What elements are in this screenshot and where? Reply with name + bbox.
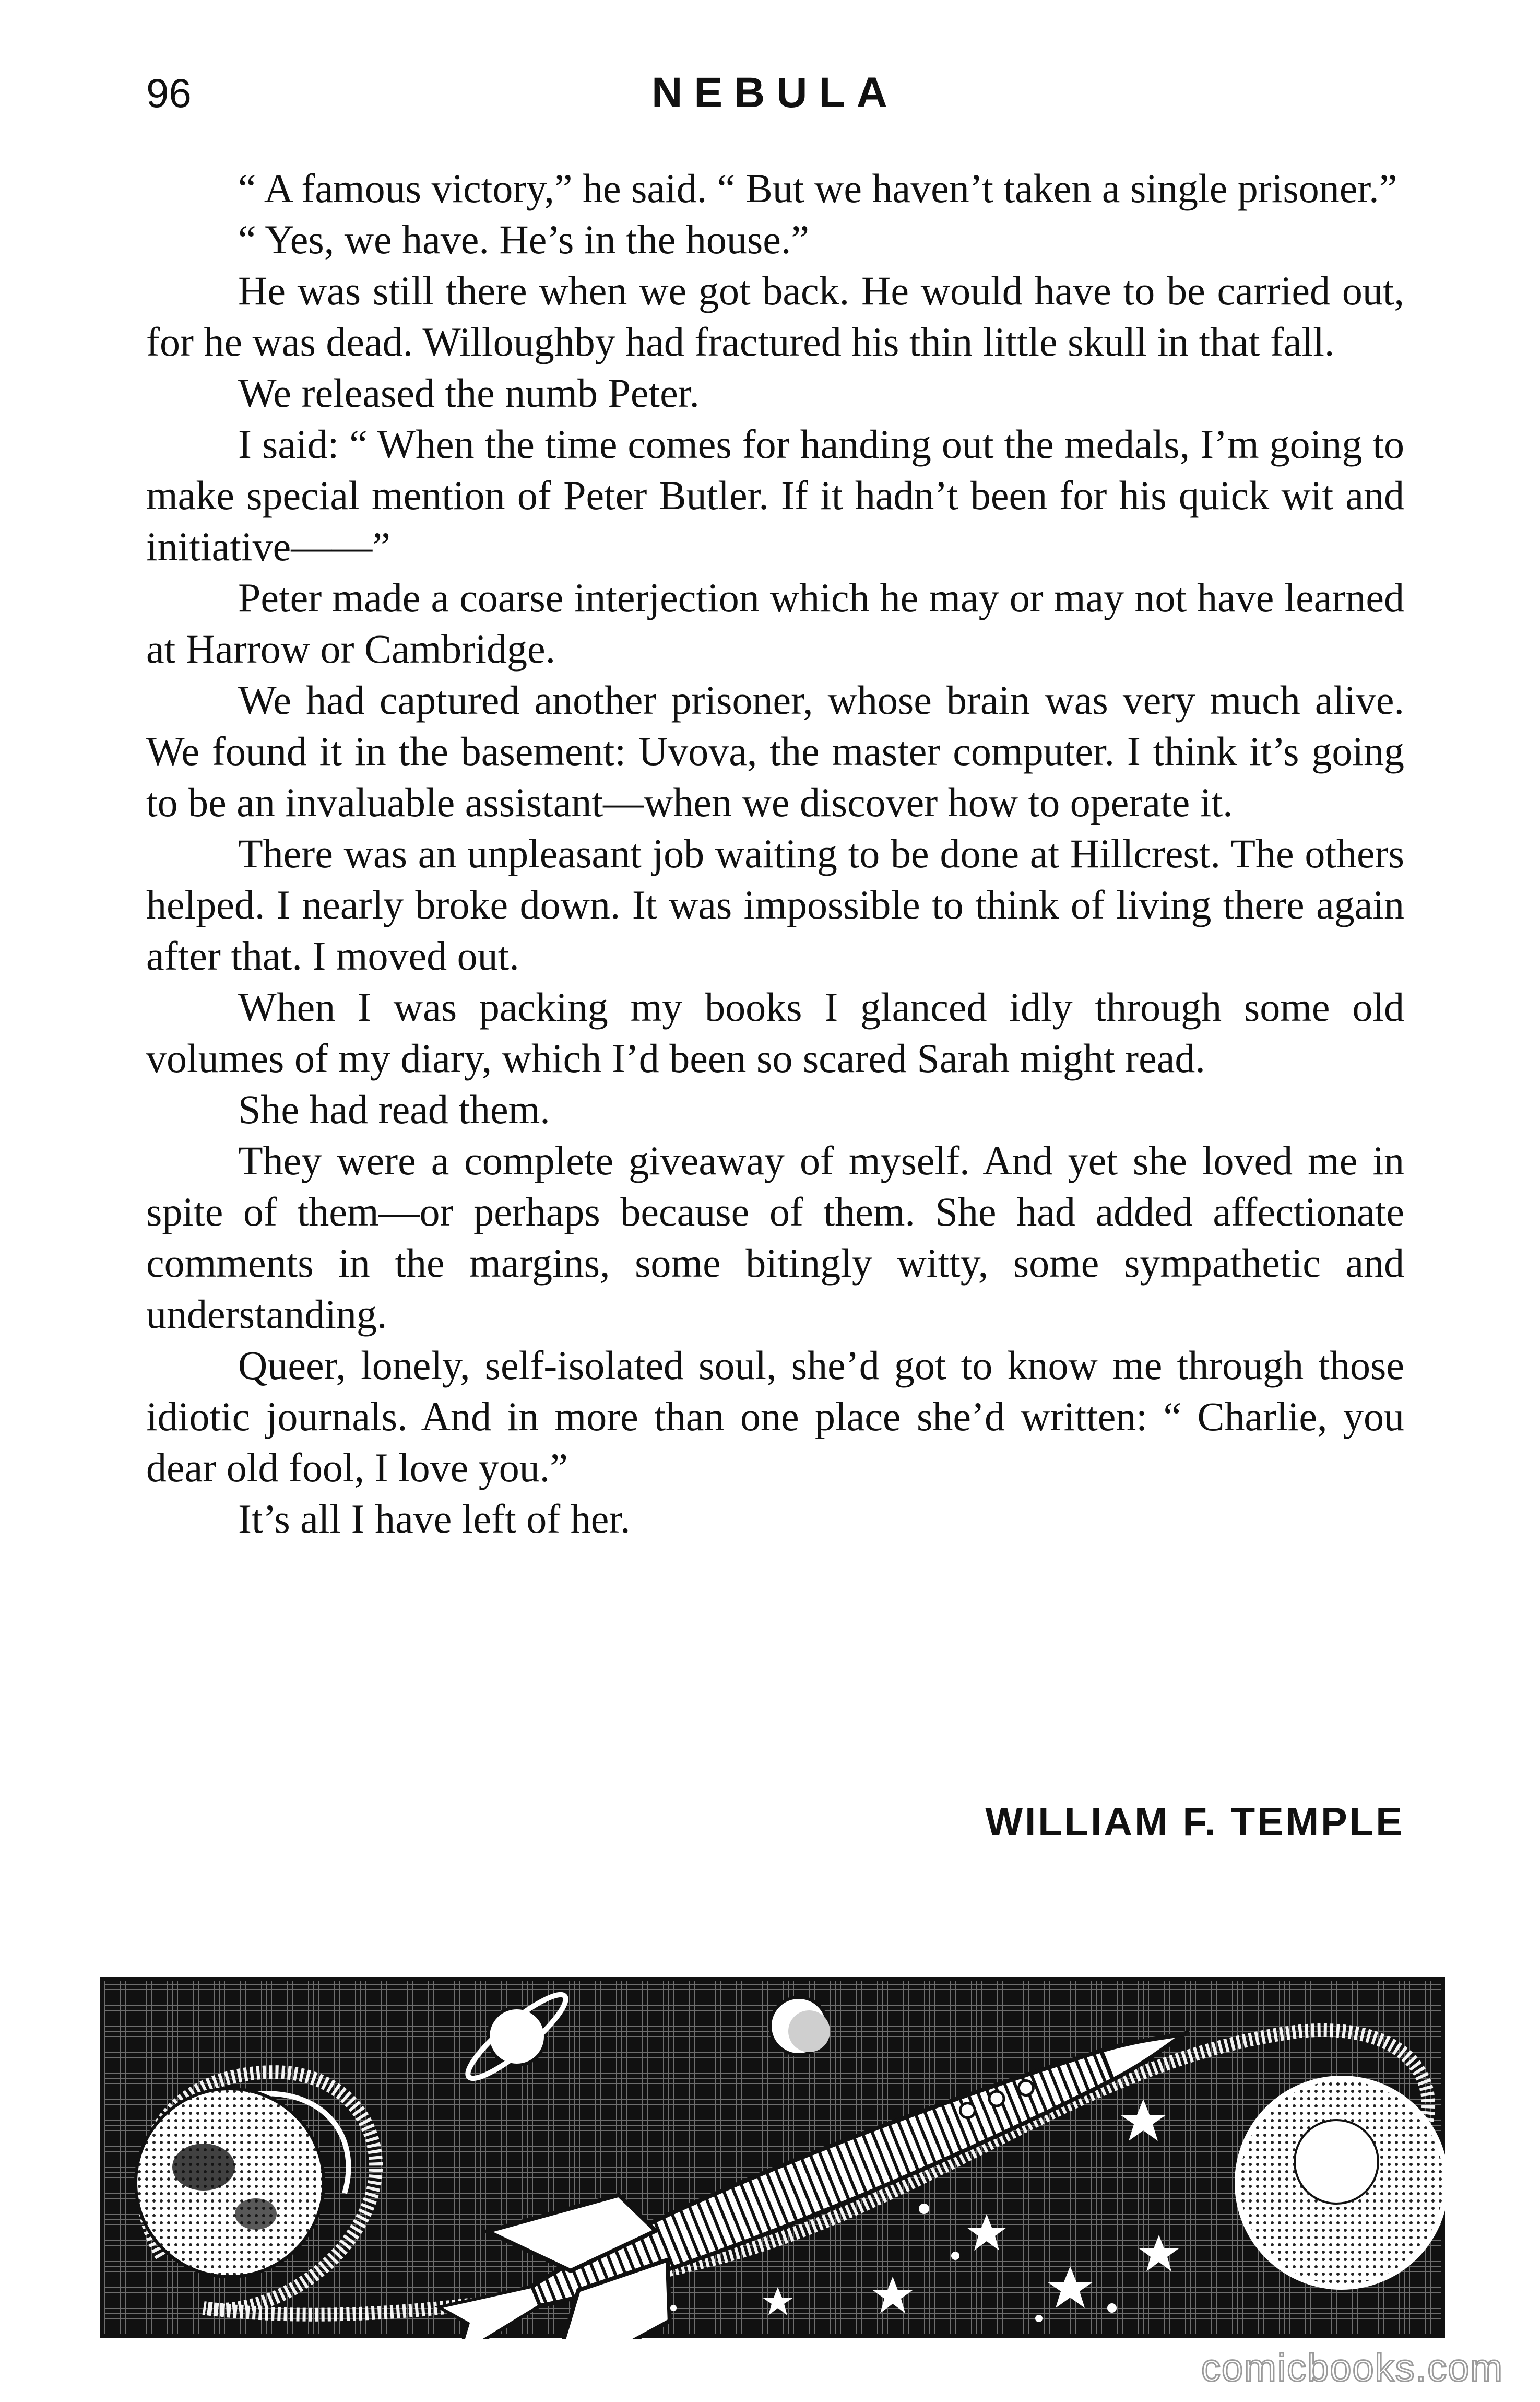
star-dot (951, 2252, 959, 2260)
paragraph: They were a complete giveaway of myself. And yet she loved me in spite of them—or perhaps because of them. She had added affectionate comments in the margins, some bitingly witty, some sympathetic and understanding. (146, 1138, 1404, 1337)
paragraph: We released the numb Peter. (238, 370, 700, 416)
right-planet-core (1295, 2120, 1378, 2204)
watermark: comicbooks.com (1201, 2346, 1503, 2389)
paragraph: She had read them. (238, 1087, 550, 1132)
paragraph: Queer, lonely, self-isolated soul, she’d got to know me through those idiotic journals. And in more than one place she’d written: “ Charlie, you dear old fool, I love you.” (146, 1343, 1404, 1490)
small-moon-shade (788, 2010, 830, 2052)
paragraph: He was still there when we got back. He would have to be carried out, for he was dead. Willoughby had fractured his thin little skull in that fall. (146, 268, 1404, 364)
page-number: 96 (146, 70, 192, 116)
paragraph: I said: “ When the time comes for handing out the medals, I’m going to make special mention of Peter Butler. If it hadn’t been for his quick wit and initiative——” (146, 421, 1404, 569)
author-byline: WILLIAM F. TEMPLE (985, 1800, 1404, 1844)
space-scene-svg (99, 1963, 1446, 2339)
star-dot (1107, 2303, 1117, 2313)
paragraph: Peter made a coarse interjection which he may or may not have learned at Harrow or Cambridge. (146, 575, 1404, 672)
star-dot (1035, 2315, 1043, 2322)
paragraph: It’s all I have left of her. (238, 1496, 631, 1541)
page-header (146, 67, 1404, 124)
running-title: NEBULA (651, 69, 899, 116)
left-planet (136, 2089, 324, 2277)
paragraph: We had captured another prisoner, whose brain was very much alive. We found it in the basement: Uvova, the master computer. I think it’s going to be an invaluable assistant—when we discover how to operate it. (146, 677, 1404, 825)
left-planet-crater (235, 2198, 277, 2230)
star-dot (670, 2305, 677, 2311)
paragraph: There was an unpleasant job waiting to be done at Hillcrest. The others helped. I nearly broke down. It was impossible to think of living there again after that. I moved out. (146, 831, 1404, 979)
paragraph: When I was packing my books I glanced idly through some old volumes of my diary, which I’d been so scared Sarah might read. (146, 984, 1404, 1081)
story-body (146, 163, 1404, 1545)
paragraph: “ Yes, we have. He’s in the house.” (238, 217, 809, 262)
star-dot (919, 2204, 929, 2214)
rocket-illustration (99, 1963, 1446, 2339)
left-planet-crater (172, 2144, 235, 2191)
paragraph: “ A famous victory,” he said. “ But we haven’t taken a single prisoner.” (238, 166, 1397, 211)
